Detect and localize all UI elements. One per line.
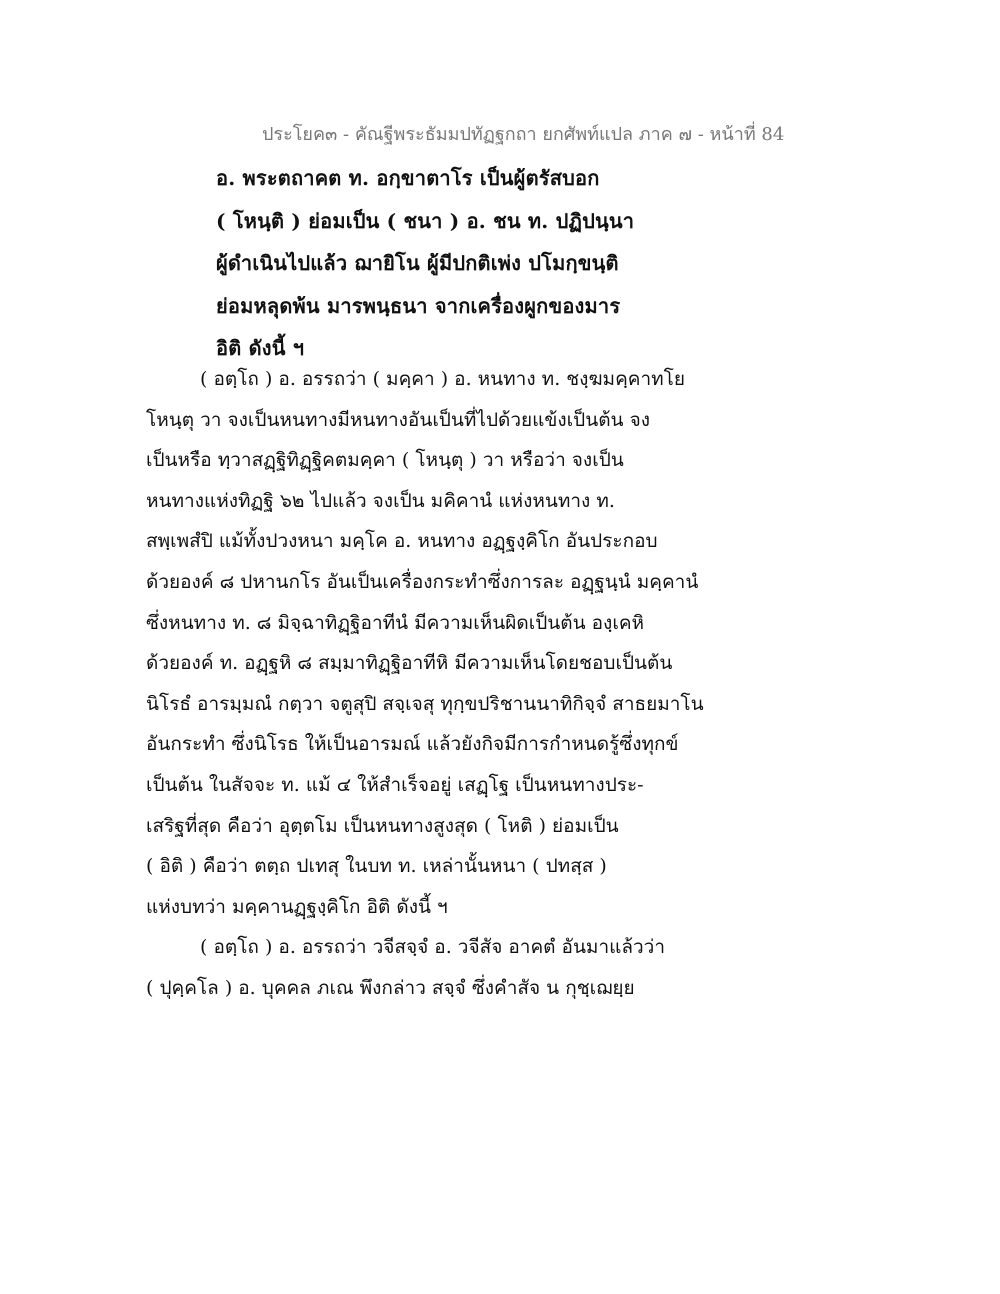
body-line: สพฺเพสํปิ แม้ทั้งปวงหนา มคฺโค อ. หนทาง อฏฺฐงฺคิโก อันประกอบ xyxy=(146,530,658,553)
body-line: อันกระทำ ซึ่งนิโรธ ให้เป็นอารมณ์ แล้วยังกิจมีการกำหนดรู้ซึ่งทุกข์ xyxy=(146,733,679,756)
body-line: หนทางแห่งทิฏฐิ ๖๒ ไปแล้ว จงเป็น มคิคานํ แห่งหนทาง ท. xyxy=(146,489,615,512)
body-line: เป็นต้น ในสัจจะ ท. แม้ ๔ ให้สำเร็จอยู่ เสฏฺโฐ เป็นหนทางประ- xyxy=(146,773,644,796)
body-line: ด้วยองค์ ท. อฏฺฐหิ ๘ สมฺมาทิฏฺฐิอาทีหิ มีความเห็นโดยชอบเป็นต้น xyxy=(146,652,673,675)
body-line: เสริฐที่สุด คือว่า อุตฺตโม เป็นหนทางสูงสุด ( โหติ ) ย่อมเป็น xyxy=(146,814,619,837)
body-line: ด้วยองค์ ๘ ปหานกโร อันเป็นเครื่องกระทำซึ่งการละ อฏฺฐนฺนํ มคฺคานํ xyxy=(146,570,699,593)
body-line: นิโรธํ อารมฺมณํ กตฺวา จตูสุปิ สจฺเจสุ ทุกฺขปริชานนาทิกิจฺจํ สาธยมาโน xyxy=(146,692,704,715)
verse-line: อ. พระตถาคต ท. อกฺขาตาโร เป็นผู้ตรัสบอก xyxy=(216,166,600,190)
verse-line: อิติ ดังนี้ ฯ xyxy=(216,336,305,360)
body-line: แห่งบทว่า มคฺคานฏฺฐงฺคิโก อิติ ดังนี้ ฯ xyxy=(146,895,448,918)
verse-line: ( โหนฺติ ) ย่อมเป็น ( ชนา ) อ. ชน ท. ปฏิปนฺนา xyxy=(216,208,635,233)
paragraph-first-line: ( อตฺโถ ) อ. อรรถว่า วจีสจฺจํ อ. วจีสัจ อาคตํ อันมาแล้วว่า xyxy=(200,936,666,959)
body-line: ซึ่งหนทาง ท. ๘ มิจฺฉาทิฏฺฐิอาทีนํ มีความเห็นผิดเป็นต้น องฺเคหิ xyxy=(146,611,645,634)
body-line: ( อิติ ) คือว่า ตตฺถ ปเทสุ ในบท ท. เหล่านั้นหนา ( ปทสฺส ) xyxy=(146,855,607,878)
page-header: ประโยค๓ - คัณฐีพระธัมมปทัฏฐกถา ยกศัพท์แปล ภาค ๗ - หน้าที่ 84 xyxy=(262,124,785,145)
verse-line: ย่อมหลุดพ้น มารพนฺธนา จากเครื่องผูกของมาร xyxy=(216,293,621,318)
verse-block xyxy=(216,157,776,370)
paragraph-first-line: ( อตฺโถ ) อ. อรรถว่า ( มคฺคา ) อ. หนทาง ท. ชงฺฆมคฺคาทโย xyxy=(200,368,686,390)
commentary-body xyxy=(146,359,766,1009)
verse-line: ผู้ดำเนินไปแล้ว ฌายิโน ผู้มีปกติเพ่ง ปโมกฺขนฺติ xyxy=(216,251,619,275)
body-line: เป็นหรือ ทฺวาสฏฺฐิทิฏฺฐิคตมคฺคา ( โหนฺตุ ) วา หรือว่า จงเป็น xyxy=(146,449,624,472)
body-line: โหนฺตุ วา จงเป็นหนทางมีหนทางอันเป็นที่ไปด้วยแข้งเป็นต้น จง xyxy=(146,408,650,431)
body-line: ( ปุคฺคโล ) อ. บุคคล ภเณ พึงกล่าว สจฺจํ ซึ่งคำสัจ น กุชฺเฌยฺย xyxy=(146,976,635,999)
